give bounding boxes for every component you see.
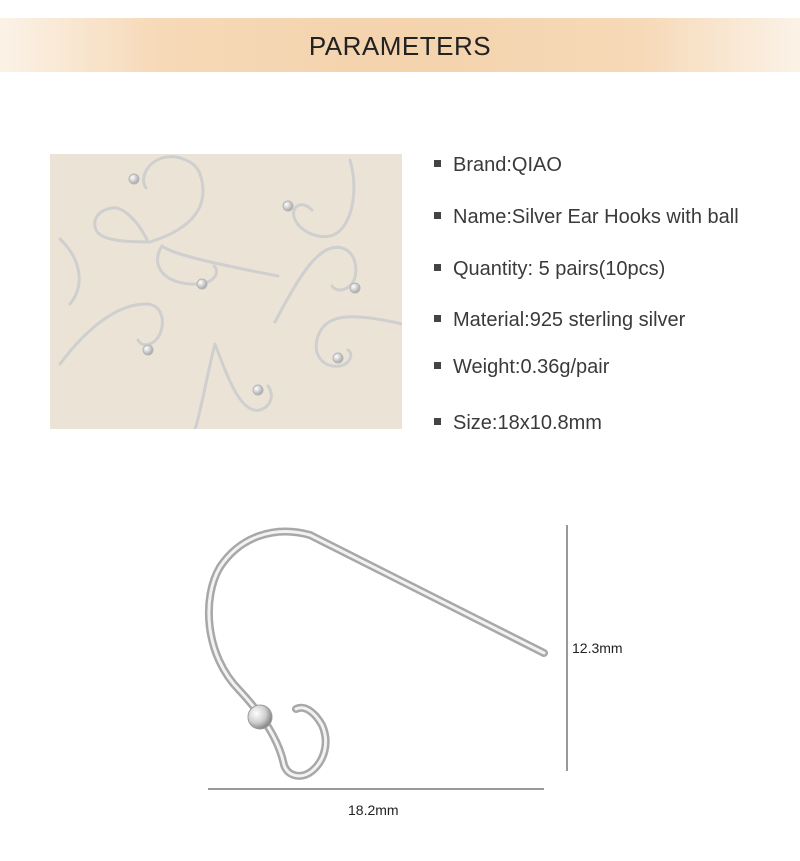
square-bullet-icon: [434, 418, 441, 425]
param-name: [434, 206, 739, 229]
square-bullet-icon: [434, 315, 441, 322]
square-bullet-icon: [434, 212, 441, 219]
square-bullet-icon: [434, 264, 441, 271]
square-bullet-icon: [434, 160, 441, 167]
param-weight-text: Weight:0.36g/pair: [453, 356, 610, 378]
size-diagram: [190, 515, 610, 825]
param-weight: [434, 356, 609, 379]
param-brand-text: Brand:QIAO: [453, 154, 562, 176]
header-band: [0, 18, 800, 72]
ear-hooks-photo-illustration: [50, 154, 402, 429]
param-material-text: Material:925 sterling silver: [453, 309, 686, 331]
height-dimension-label: 12.3mm: [572, 640, 623, 656]
param-quantity-text: Quantity: 5 pairs(10pcs): [453, 258, 666, 280]
hook-ball: [248, 705, 272, 729]
param-quantity: [434, 258, 665, 281]
width-dimension-label: 18.2mm: [348, 802, 399, 818]
product-photo: [50, 154, 402, 429]
square-bullet-icon: [434, 362, 441, 369]
param-material: [434, 309, 685, 332]
param-size-text: Size:18x10.8mm: [453, 412, 602, 434]
param-name-text: Name:Silver Ear Hooks with ball: [453, 206, 739, 228]
param-brand: [434, 154, 562, 177]
page-title: PARAMETERS: [308, 31, 492, 61]
param-size: [434, 412, 602, 435]
ear-hook-diagram: [190, 515, 610, 825]
